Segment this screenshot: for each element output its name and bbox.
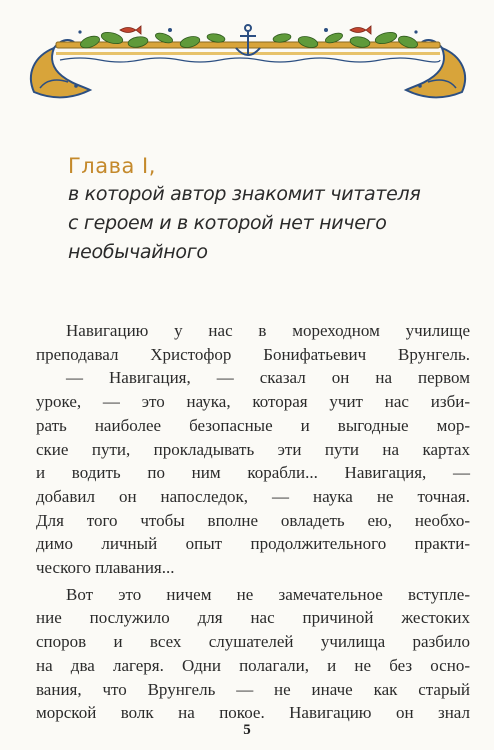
paragraph: [36, 583, 470, 725]
chapter-title-line: с героем и в которой нет ничего: [68, 212, 387, 234]
chapter-title-line: необычайного: [68, 241, 208, 263]
dolphin-icon: [406, 40, 465, 97]
text-line: Для того чтобы вполне овладеть ею, необхо-: [36, 510, 470, 530]
text-line: уроке, — это наука, которая учит нас изби-: [36, 392, 470, 412]
text-line: Навигацию у нас в мореходном училище: [66, 321, 470, 340]
text-line: преподавал Христофор Бонифатьевич Врунгель.: [36, 344, 470, 364]
chapter-heading: [68, 152, 468, 267]
text-line: добавил он напоследок, — наука не точная.: [36, 486, 470, 506]
text-line: ческого плавания...: [36, 558, 175, 578]
anchor-icon: [236, 25, 260, 55]
page-number: 5: [243, 722, 251, 738]
chapter-title-line: в которой автор знакомит читателя: [68, 183, 421, 205]
text-line: — Навигация, — сказал он на первом: [66, 368, 470, 388]
text-line: вания, что Врунгель — не иначе как старый: [36, 679, 470, 699]
text-line: и водить по ним корабли... Навигация, —: [36, 463, 470, 483]
text-line: ние послужило для нас причиной жестоких: [36, 608, 470, 628]
ornamental-header: [20, 22, 476, 106]
text-line: споров и всех слушателей училища разбило: [36, 632, 470, 652]
text-line: морской волк на покое. Навигацию он знал: [36, 703, 470, 723]
text-line: рать наиболее безопасные и выгодные мор-: [36, 415, 470, 435]
chapter-number: Глава I,: [68, 154, 156, 178]
text-line: на два лагеря. Одни полагали, и не без осно-: [36, 655, 470, 675]
paragraph: [36, 319, 470, 580]
text-line: димо личный опыт продолжительного практи-: [36, 534, 470, 554]
text-line: ские пути, прокладывать эти пути на картах: [36, 439, 470, 459]
dolphin-icon: [31, 40, 90, 97]
body-text: [36, 319, 470, 725]
text-line: Вот это ничем не замечательное вступле-: [66, 584, 470, 604]
chapter-title: [68, 180, 468, 267]
